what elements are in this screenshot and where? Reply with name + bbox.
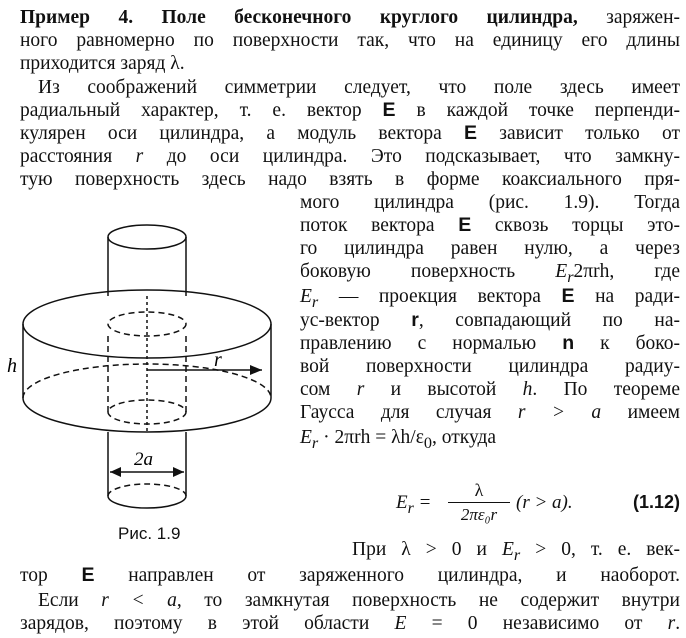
text-span: направлен от заряженного цилиндра, и наоборот. <box>128 565 680 586</box>
text-span: . <box>675 613 681 634</box>
text-span: Гаусса для случая <box>300 402 492 423</box>
symbol-a: a <box>167 590 177 611</box>
text-span: имеем <box>627 402 681 423</box>
text-span: , то замкнутая поверхность не содержит внутри <box>176 590 680 611</box>
symbol-r: r <box>356 379 365 400</box>
text-span: боковую поверхность <box>300 261 516 282</box>
text-span: . По теореме <box>532 379 681 400</box>
symbol-r: r <box>667 613 676 634</box>
inner-bottom-back <box>108 484 186 496</box>
paragraph1-line3: приходится заряд λ. <box>20 53 185 74</box>
condition-r-gt-a: r > a <box>517 402 602 423</box>
example-heading: Пример 4. Поле бесконечного круглого цилиндра, <box>20 7 578 28</box>
subscript-r: r <box>407 499 414 517</box>
text-span: поток вектора <box>300 215 435 236</box>
formula-fraction <box>448 480 510 525</box>
equation-number: (1.12) <box>632 492 680 512</box>
vector-E: E <box>81 564 95 586</box>
text-span: — проекция вектора <box>338 286 541 307</box>
subscript-r: r <box>311 433 319 452</box>
fraction-numerator: λ <box>474 480 484 500</box>
symbol-E: E <box>300 427 312 448</box>
text-span: расстояния <box>20 146 113 167</box>
text-span: зависит только от <box>499 123 681 144</box>
text-span: 2πrh, где <box>573 261 680 282</box>
wrap-line-10 <box>300 401 680 424</box>
text-span: > 0, т. е. век- <box>535 539 681 560</box>
wrap-line-7 <box>300 332 680 355</box>
label-2a: 2a <box>134 449 153 470</box>
vector-r: r <box>411 309 419 331</box>
bottom-line-3 <box>38 589 680 612</box>
label-h: h <box>7 355 17 377</box>
paragraph2-line1: Из соображений симметрии следует, что поле здесь имеет <box>38 77 680 98</box>
text-span: Если <box>38 590 79 611</box>
text-span: радиальный характер, т. е. вектор <box>20 100 362 121</box>
vector-E: E <box>561 285 575 307</box>
paragraph2-line2 <box>20 99 680 122</box>
text-span: , откуда <box>432 427 497 448</box>
vector-E: E <box>458 214 472 236</box>
cylinder-diagram <box>0 200 296 520</box>
symbol-E: E <box>396 492 408 513</box>
vector-E: E <box>464 122 478 144</box>
text-span: кулярен оси цилиндра, а модуль вектора <box>20 123 442 144</box>
symbol-E: E <box>501 539 514 560</box>
symbol-Er <box>300 427 319 452</box>
subscript-0: 0 <box>423 433 433 452</box>
text-span: ус-вектор <box>300 310 380 331</box>
symbol-E: E <box>300 286 312 307</box>
subscript-r: r <box>311 292 319 311</box>
paragraph2-line3 <box>20 122 680 145</box>
wrap-line-3: го цилиндра равен нулю, а через <box>300 238 680 259</box>
text-span: тор <box>20 565 48 586</box>
condition-r-lt-a: r < a <box>101 590 177 611</box>
fraction-denominator: 2πε₀r <box>460 505 498 524</box>
subscript-r: r <box>513 545 521 564</box>
symbol-E: E <box>555 261 568 282</box>
text-span: на ради- <box>595 286 681 307</box>
wrap-line-1: мого цилиндра (рис. 1.9). Тогда <box>300 192 680 213</box>
text-span: При λ > 0 и <box>352 539 487 560</box>
text-span: правлению с нормалью <box>300 333 537 354</box>
text-span: · 2πrh <box>323 427 371 448</box>
gaussian-top-ellipse <box>23 290 271 358</box>
diameter-arrowhead-right <box>173 467 184 477</box>
inner-bottom-front <box>108 496 186 508</box>
text-span: , совпадающий по на- <box>418 310 680 331</box>
vector-n: n <box>562 332 575 354</box>
text-span: сквозь торцы это- <box>494 215 680 236</box>
inner-cylinder-top <box>108 225 186 249</box>
gaussian-bottom-front <box>23 398 271 432</box>
text-span: сом <box>300 379 331 400</box>
vector-E: E <box>382 99 396 121</box>
symbol-Er <box>300 286 319 311</box>
figure-caption: Рис. 1.9 <box>118 524 181 543</box>
text-span: к боко- <box>600 333 681 354</box>
formula-lhs: $E_r$ = <box>396 492 432 517</box>
bottom-line-4 <box>20 612 680 635</box>
diameter-arrowhead-left <box>110 467 121 477</box>
formula-1-12 <box>396 480 680 528</box>
text-span: = λh/ε <box>375 427 424 448</box>
fraction-bar <box>448 502 510 503</box>
symbol-E: E <box>394 613 407 634</box>
paragraph1-line2: ного равномерно по поверхности так, что на единицу его длины <box>20 30 680 51</box>
paragraph2-line4 <box>20 145 680 168</box>
text-span: зарядов, поэтому в этой области <box>20 613 370 634</box>
bottom-line-1 <box>352 538 680 567</box>
wrap-line-8: вой поверхности цилиндра радиу- <box>300 356 680 377</box>
symbol-h: h <box>522 379 533 400</box>
text-span: независимо от <box>502 613 643 634</box>
heading-line-rest: заряжен- <box>606 7 681 28</box>
bottom-line-2 <box>20 564 680 587</box>
radius-arrowhead <box>250 365 262 375</box>
example-heading-line <box>20 6 680 29</box>
paragraph2-line5: тую поверхность здесь надо взять в форме коаксиального пря- <box>20 169 680 190</box>
text-span: в каждой точке перпенди- <box>416 100 681 121</box>
subscript-r: r <box>567 267 574 286</box>
label-r: r <box>214 349 222 371</box>
wrap-line-6 <box>300 309 680 332</box>
text-span: и высотой <box>390 379 497 400</box>
wrap-line-2 <box>300 214 680 237</box>
text-span: = 0 <box>431 613 478 634</box>
symbol-r: r <box>135 146 144 167</box>
symbol-r: r <box>101 590 109 611</box>
figure-1-9 <box>0 200 296 560</box>
symbol-Er <box>501 539 521 564</box>
wrap-line-11 <box>300 426 680 455</box>
formula-condition: (r > a). <box>516 492 573 513</box>
symbol-Er <box>555 261 574 286</box>
text-span: до оси цилиндра. Это подсказывает, что замкну- <box>166 146 681 167</box>
wrap-line-9 <box>300 378 680 401</box>
